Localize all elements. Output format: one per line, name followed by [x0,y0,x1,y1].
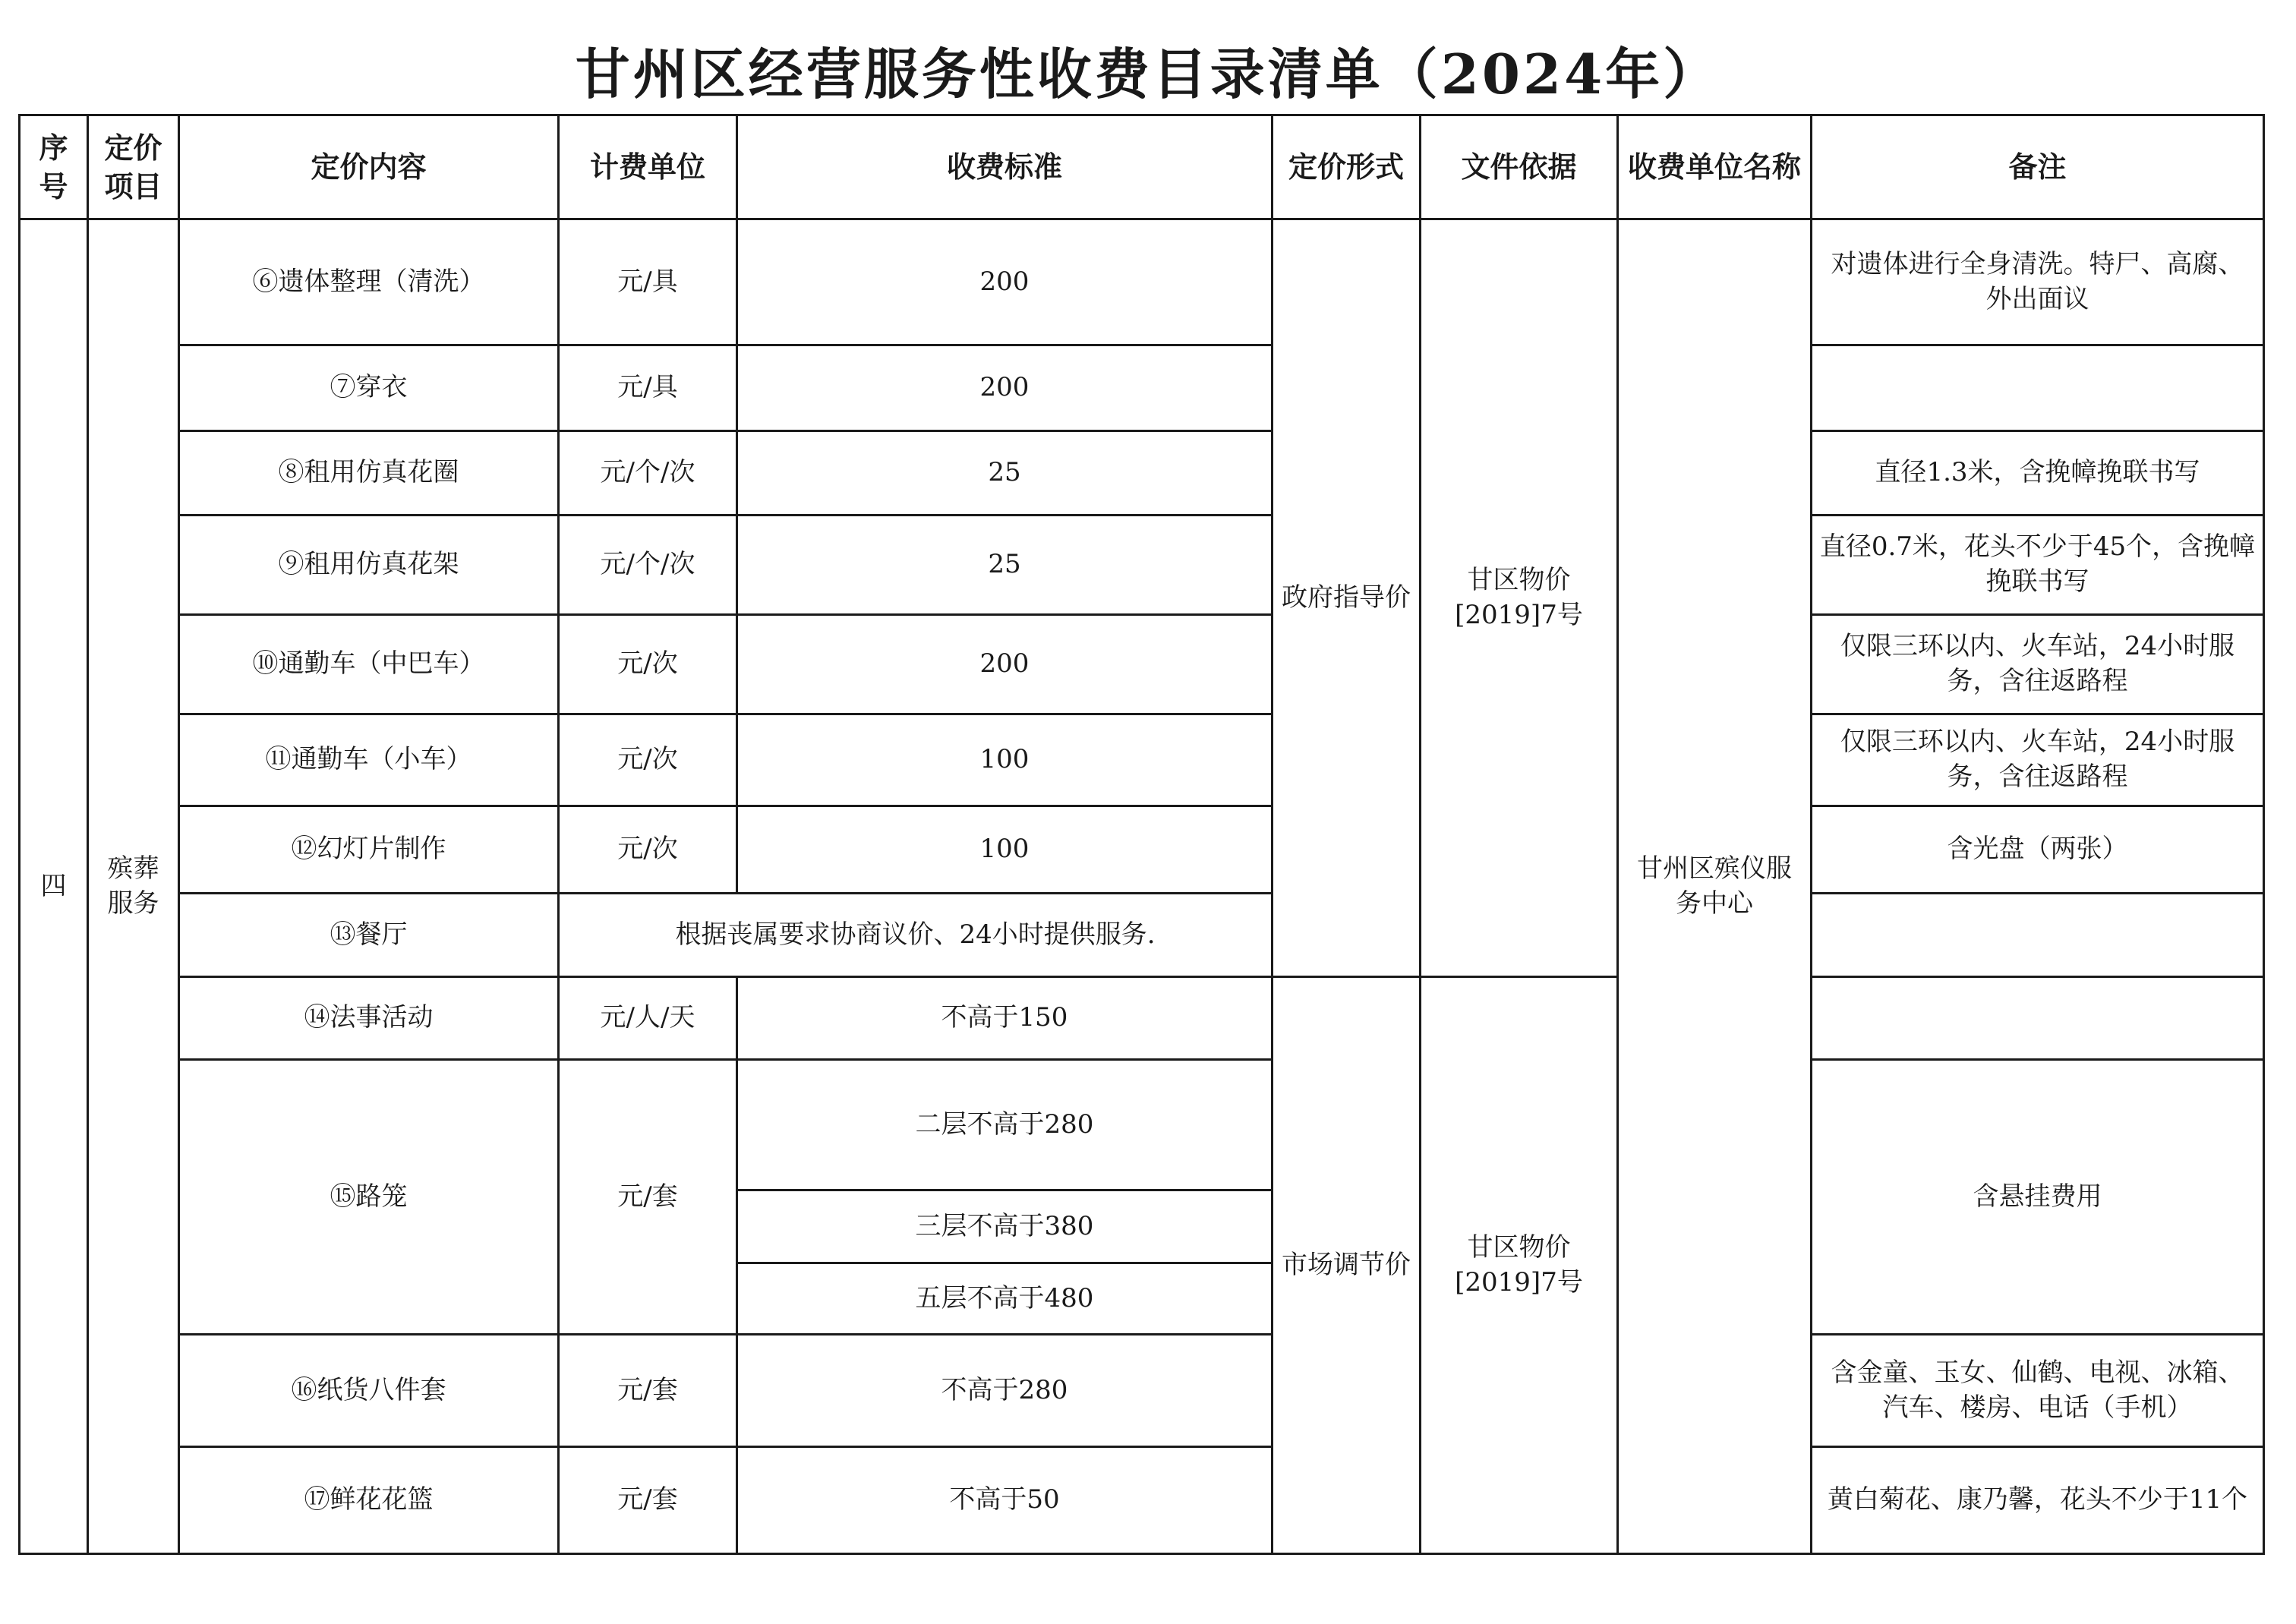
standard-cell: 不高于150 [737,977,1273,1060]
unit-cell: 元/次 [559,806,737,894]
table-row [20,1060,2264,1190]
unit-cell: 元/套 [559,1447,737,1554]
unit-cell: 元/个/次 [559,431,737,516]
table-row [20,1335,2264,1447]
gov-basis-cell: 甘区物价[2019]7号 [1421,219,1618,977]
remark-cell [1812,894,2264,977]
unit-cell: 元/次 [559,714,737,806]
market-form-cell: 市场调节价 [1273,977,1421,1554]
content-cell: ⑯纸货八件套 [179,1335,559,1447]
unit-cell: 元/具 [559,219,737,345]
market-basis-cell: 甘区物价[2019]7号 [1421,977,1618,1554]
merged-note-cell: 根据丧属要求协商议价、24小时提供服务. [559,894,1273,977]
header-item: 定价项目 [88,115,179,219]
remark-cell: 黄白菊花、康乃馨，花头不少于11个 [1812,1447,2264,1554]
unit-cell: 元/套 [559,1060,737,1335]
remark-cell: 含悬挂费用 [1812,1060,2264,1335]
unit-cell: 元/套 [559,1335,737,1447]
remark-cell: 仅限三环以内、火车站，24小时服务，含往返路程 [1812,714,2264,806]
remark-cell: 含金童、玉女、仙鹤、电视、冰箱、汽车、楼房、电话（手机） [1812,1335,2264,1447]
table-row [20,431,2264,516]
document-title: 甘州区经营服务性收费目录清单（2024年） [575,42,1721,106]
content-cell: ⑫幻灯片制作 [179,806,559,894]
standard-cell: 不高于50 [737,1447,1273,1554]
table-row [20,345,2264,431]
content-cell: ⑨租用仿真花架 [179,516,559,615]
unit-cell: 元/次 [559,615,737,714]
table-row [20,1447,2264,1554]
header-standard: 收费标准 [737,115,1273,219]
seq-cell: 四 [20,219,88,1554]
table-row [20,615,2264,714]
table-row [20,977,2264,1060]
header-org: 收费单位名称 [1618,115,1812,219]
standard-cell: 200 [737,345,1273,431]
table-row [20,219,2264,345]
content-cell: ⑩通勤车（中巴车） [179,615,559,714]
content-cell: ⑧租用仿真花圈 [179,431,559,516]
header-form: 定价形式 [1273,115,1421,219]
unit-cell: 元/具 [559,345,737,431]
category-cell: 殡葬服务 [88,219,179,1554]
content-cell: ⑮路笼 [179,1060,559,1335]
content-cell: ⑰鲜花花篮 [179,1447,559,1554]
unit-cell: 元/人/天 [559,977,737,1060]
table-row [20,516,2264,615]
table-row [20,806,2264,894]
standard-cell: 200 [737,219,1273,345]
header-unit: 计费单位 [559,115,737,219]
content-cell: ⑬餐厅 [179,894,559,977]
remark-cell: 直径1.3米，含挽幛挽联书写 [1812,431,2264,516]
unit-cell: 元/个/次 [559,516,737,615]
remark-cell: 含光盘（两张） [1812,806,2264,894]
standard-cell: 100 [737,806,1273,894]
remark-cell [1812,345,2264,431]
standard-cell: 200 [737,615,1273,714]
remark-cell: 仅限三环以内、火车站，24小时服务，含往返路程 [1812,615,2264,714]
table-row [20,894,2264,977]
org-cell: 甘州区殡仪服务中心 [1618,219,1812,1554]
remark-cell: 对遗体进行全身清洗。特尸、高腐、外出面议 [1812,219,2264,345]
header-remark: 备注 [1812,115,2264,219]
header-row [20,115,2264,219]
tier-cell: 二层不高于280 [737,1060,1273,1190]
header-basis: 文件依据 [1421,115,1618,219]
tier-cell: 三层不高于380 [737,1190,1273,1263]
content-cell: ⑭法事活动 [179,977,559,1060]
remark-cell [1812,977,2264,1060]
content-cell: ⑥遗体整理（清洗） [179,219,559,345]
standard-cell: 100 [737,714,1273,806]
standard-cell: 不高于280 [737,1335,1273,1447]
header-seq: 序号 [20,115,88,219]
tier-cell: 五层不高于480 [737,1263,1273,1335]
gov-form-cell: 政府指导价 [1273,219,1421,977]
content-cell: ⑦穿衣 [179,345,559,431]
content-cell: ⑪通勤车（小车） [179,714,559,806]
remark-cell: 直径0.7米，花头不少于45个，含挽幛挽联书写 [1812,516,2264,615]
standard-cell: 25 [737,431,1273,516]
standard-cell: 25 [737,516,1273,615]
header-content: 定价内容 [179,115,559,219]
fee-table [18,114,2265,1555]
table-row [20,714,2264,806]
